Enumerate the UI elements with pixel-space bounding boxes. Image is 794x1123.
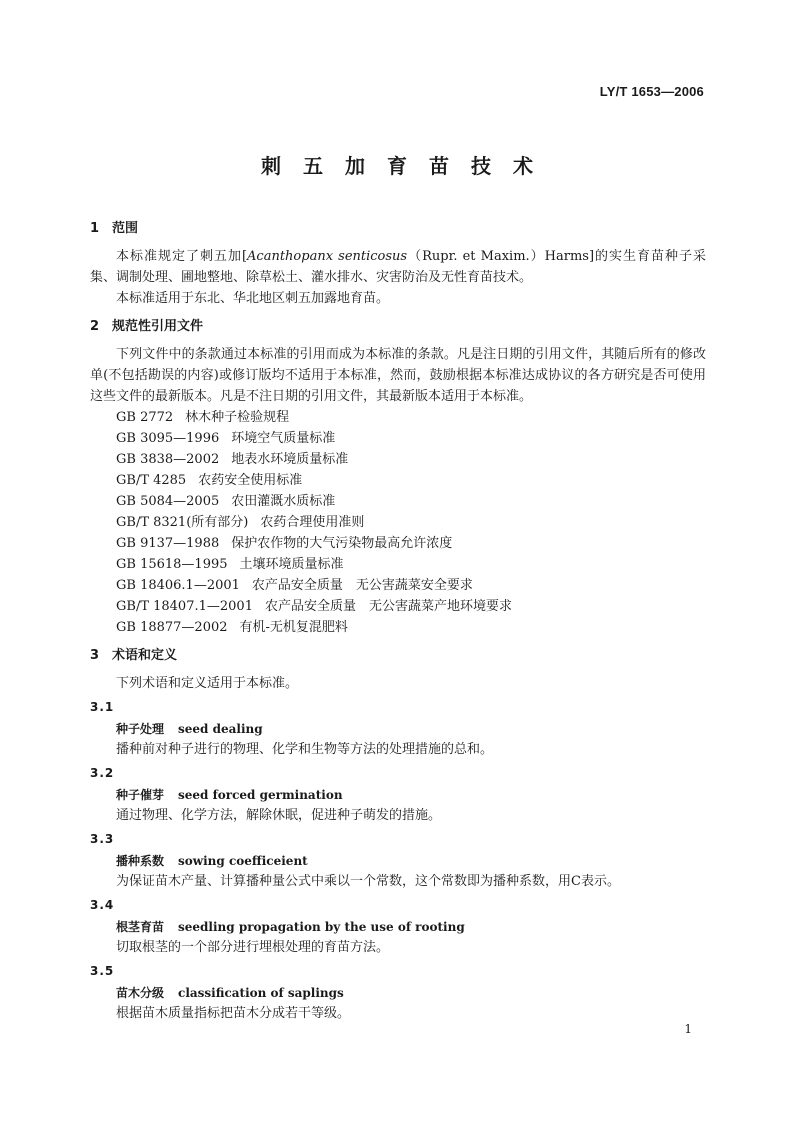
term-definition: 为保证苗木产量、计算播种量公式中乘以一个常数，这个常数即为播种系数，用C表示。 <box>116 874 620 889</box>
reference-title: 保护农作物的大气污染物最高允许浓度 <box>231 536 453 551</box>
reference-code: GB 5084—2005 <box>116 494 220 509</box>
standard-code: LY/T 1653—2006 <box>599 84 704 99</box>
term-number: 3.4 <box>90 898 115 912</box>
reference-title: 环境空气质量标准 <box>231 431 336 446</box>
document-title: 刺五加育苗技术 <box>261 154 555 178</box>
reference-code: GB/T 18407.1—2001 <box>116 599 253 614</box>
reference-code: GB 15618—1995 <box>116 557 228 572</box>
term-name <box>90 784 706 805</box>
term-number: 3.3 <box>90 832 115 846</box>
reference-item <box>90 596 706 617</box>
scope-paragraph-1 <box>90 246 706 288</box>
reference-item <box>90 554 706 575</box>
reference-item <box>90 491 706 512</box>
reference-title: 土壤环境质量标准 <box>239 557 344 572</box>
section-title: 规范性引用文件 <box>112 319 204 334</box>
reference-item <box>90 575 706 596</box>
references-intro: 下列文件中的条款通过本标准的引用而成为本标准的条款。凡是注日期的引用文件，其随后所有的修改单(不包括勘误的内容)或修订版均不适用于本标准，然而，鼓励根据本标准达成协议的各方研究是否可使用这些文件的最新版本。凡是不注日期的引用文件，其最新版本适用于本标准。 <box>90 347 706 404</box>
term-definition: 切取根茎的一个部分进行埋根处理的育苗方法。 <box>116 940 390 955</box>
section-number: 3 <box>90 648 100 663</box>
reference-title: 农药合理使用准则 <box>260 515 365 530</box>
reference-title: 农产品安全质量 无公害蔬菜产地环境要求 <box>264 599 512 614</box>
reference-code: GB 18877—2002 <box>116 620 228 635</box>
term-number: 3.1 <box>90 700 115 714</box>
section-heading-references <box>90 316 706 337</box>
reference-code: GB 9137—1988 <box>116 536 220 551</box>
reference-title: 地表水环境质量标准 <box>231 452 349 467</box>
term-entry <box>90 829 706 892</box>
section-number: 2 <box>90 319 100 334</box>
term-name-en: sowing coefficeient <box>178 854 308 868</box>
term-definition: 通过物理、化学方法，解除休眠，促进种子萌发的措施。 <box>116 808 442 823</box>
document-body <box>90 218 706 1024</box>
reference-item <box>90 428 706 449</box>
term-name <box>90 916 706 937</box>
reference-title: 有机-无机复混肥料 <box>239 620 348 635</box>
section-heading-terms <box>90 645 706 666</box>
section-number: 1 <box>90 221 100 236</box>
reference-title: 农药安全使用标准 <box>198 473 303 488</box>
term-name-zh: 苗木分级 <box>116 986 165 1000</box>
reference-title: 林木种子检验规程 <box>185 410 290 425</box>
term-name-zh: 播种系数 <box>116 854 165 868</box>
term-definition: 根据苗木质量指标把苗木分成若干等级。 <box>116 1006 351 1021</box>
term-name <box>90 982 706 1003</box>
term-entry <box>90 763 706 826</box>
page-number: 1 <box>684 1022 692 1036</box>
reference-item <box>90 512 706 533</box>
term-entry <box>90 697 706 760</box>
term-name <box>90 850 706 871</box>
reference-item <box>90 449 706 470</box>
term-entry <box>90 895 706 958</box>
section-title: 范围 <box>112 221 139 236</box>
term-name-zh: 种子处理 <box>116 722 165 736</box>
term-name-en: classification of saplings <box>178 986 344 1000</box>
scope-text: 本标准规定了刺五加[ <box>116 249 248 264</box>
latin-name: Acanthopanx senticosus <box>247 249 408 264</box>
term-name-en: seedling propagation by the use of rooting <box>178 920 465 934</box>
reference-title: 农田灌溉水质标准 <box>231 494 336 509</box>
reference-code: GB 3838—2002 <box>116 452 220 467</box>
scope-paragraph-2: 本标准适用于东北、华北地区刺五加露地育苗。 <box>116 291 390 306</box>
term-number: 3.5 <box>90 964 115 978</box>
scope-text: （Rupr. et Maxim.）Harms]的实生育苗种子采集、调制处理、圃地整地、除草松土、灌水排水、灾害防治及无性育苗技术。 <box>90 249 706 285</box>
reference-code: GB 2772 <box>116 410 174 425</box>
term-name <box>90 718 706 739</box>
reference-item <box>90 470 706 491</box>
term-name-zh: 根茎育苗 <box>116 920 165 934</box>
section-heading-scope <box>90 218 706 239</box>
term-definition: 播种前对种子进行的物理、化学和生物等方法的处理措施的总和。 <box>116 742 494 757</box>
reference-code: GB 3095—1996 <box>116 431 220 446</box>
term-name-zh: 种子催芽 <box>116 788 165 802</box>
reference-item <box>90 617 706 638</box>
reference-code: GB/T 4285 <box>116 473 187 488</box>
term-number: 3.2 <box>90 766 115 780</box>
reference-item <box>90 407 706 428</box>
reference-code: GB/T 8321(所有部分) <box>116 515 249 530</box>
term-name-en: seed forced germination <box>178 788 343 802</box>
terms-intro: 下列术语和定义适用于本标准。 <box>116 676 299 691</box>
section-title: 术语和定义 <box>112 648 178 663</box>
reference-list <box>90 407 706 638</box>
reference-title: 农产品安全质量 无公害蔬菜安全要求 <box>251 578 473 593</box>
term-name-en: seed dealing <box>178 722 263 736</box>
reference-item <box>90 533 706 554</box>
reference-code: GB 18406.1—2001 <box>116 578 240 593</box>
term-entry <box>90 961 706 1024</box>
